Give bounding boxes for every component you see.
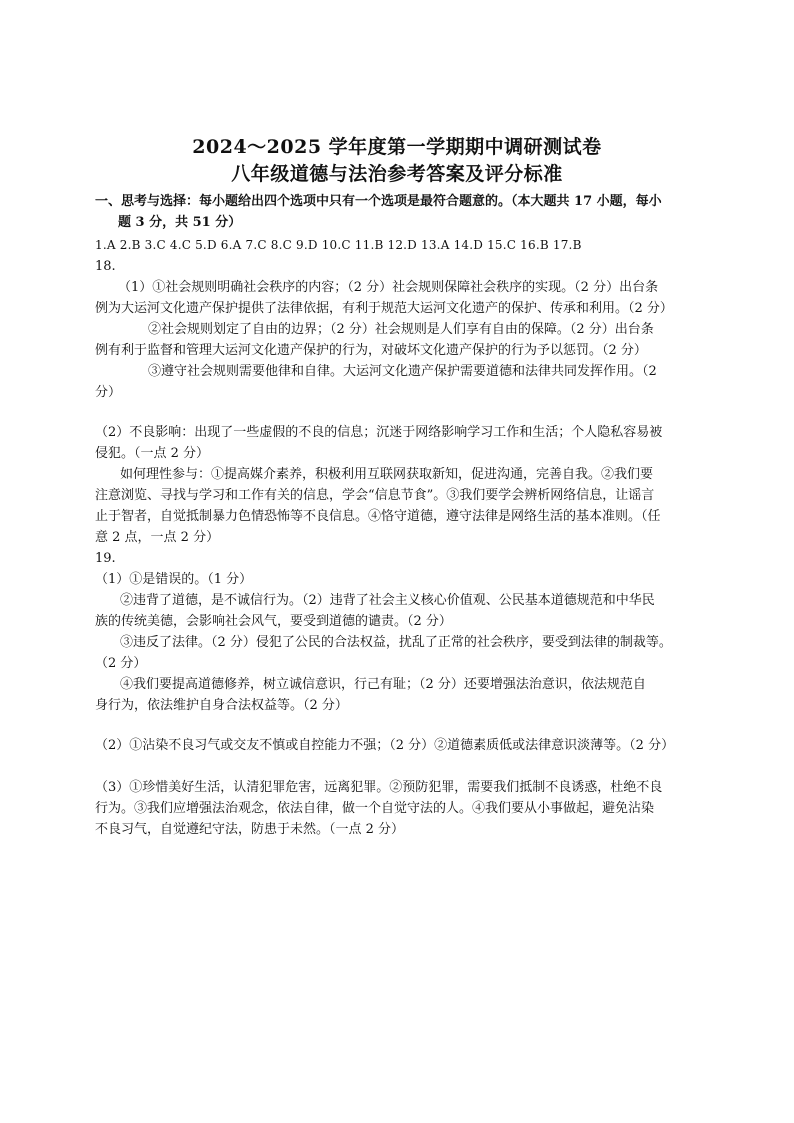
q19-number: 19. xyxy=(95,551,116,566)
section1-heading-line1: 一、思考与选择：每小题给出四个选项中只有一个选项是最符合题意的。（本大题共 17 小题，每小 xyxy=(95,194,662,209)
q19-p3-line1: ③违反了法律。（2 分）侵犯了公民的合法权益，扰乱了正常的社会秩序，要受到法律的制裁等。 xyxy=(120,635,672,650)
q18-p2-line2: 例有利于监督和管理大运河文化遗产保护的行为，对破坏文化遗产保护的行为予以惩罚。（2 分） xyxy=(95,343,647,358)
q18-p4-line1: （2）不良影响：出现了一些虚假的不良的信息；沉迷于网络影响学习工作和生活；个人隐私容易被 xyxy=(95,425,663,440)
q18-number: 18. xyxy=(95,259,116,274)
q18-p5-line3: 止于智者，自觉抵制暴力色情恐怖等不良信息。④恪守道德，遵守法律是网络生活的基本准则。（任 xyxy=(95,509,661,524)
q18-p5-line4: 意 2 点，一点 2 分） xyxy=(95,530,220,545)
document-title-line1: 2024～2025 学年度第一学期期中调研测试卷 xyxy=(192,136,602,158)
q18-p5-line2: 注意浏览、寻找与学习和工作有关的信息，学会“信息节食”。③我们要学会辨析网络信息，让谣言 xyxy=(95,488,655,503)
q19-p2-line1: ②违背了道德，是不诚信行为。（2）违背了社会主义核心价值观、公民基本道德规范和中华民 xyxy=(120,593,655,608)
q18-p3-line1: ③遵守社会规则需要他律和自律。大运河文化遗产保护需要道德和法律共同发挥作用。（2 xyxy=(148,364,657,379)
section1-heading-line2: 题 3 分，共 51 分） xyxy=(118,215,242,230)
q19-p2-line2: 族的传统美德，会影响社会风气，要受到道德的谴责。（2 分） xyxy=(95,614,452,629)
q18-p1-line1: （1）①社会规则明确社会秩序的内容；（2 分）社会规则保障社会秩序的实现。（2 分）出台条 xyxy=(118,280,659,295)
q19-p3-line2: （2 分） xyxy=(95,656,147,671)
q18-p5-line1: 如何理性参与：①提高媒介素养，积极利用互联网获取新知，促进沟通，完善自我。②我们要 xyxy=(120,467,654,482)
q18-p2-line1: ②社会规则划定了自由的边界；（2 分）社会规则是人们享有自由的保障。（2 分）出台条 xyxy=(148,322,654,337)
q18-p1-line2: 例为大运河文化遗产保护提供了法律依据，有利于规范大运河文化遗产的保护、传承和利用。（2 分） xyxy=(95,301,673,316)
mcq-answers: 1.A 2.B 3.C 4.C 5.D 6.A 7.C 8.C 9.D 10.C 11.B 12.D 13.A 14.D 15.C 16.B 17.B xyxy=(95,238,582,252)
q19-p6-line2: 行为。③我们应增强法治观念，依法自律，做一个自觉守法的人。④我们要从小事做起，避免沾染 xyxy=(95,801,655,816)
q19-p4-line1: ④我们要提高道德修养，树立诚信意识，行己有耻；（2 分）还要增强法治意识，依法规范自 xyxy=(120,677,646,692)
document-title-line2: 八年级道德与法治参考答案及评分标准 xyxy=(231,163,563,185)
q19-p5: （2）①沾染不良习气或交友不慎或自控能力不强；（2 分）②道德素质低或法律意识淡薄等。（2 分） xyxy=(95,738,675,753)
q19-p1: （1）①是错误的。（1 分） xyxy=(95,572,253,587)
q19-p4-line2: 身行为，依法维护自身合法权益等。（2 分） xyxy=(95,698,348,713)
q19-p6-line3: 不良习气，自觉遵纪守法，防患于未然。（一点 2 分） xyxy=(95,822,405,837)
q18-p4-line2: 侵犯。（一点 2 分） xyxy=(95,446,210,461)
q18-p3-line2: 分） xyxy=(95,385,122,400)
q19-p6-line1: （3）①珍惜美好生活，认清犯罪危害，远离犯罪。②预防犯罪，需要我们抵制不良诱惑，杜绝不良 xyxy=(95,780,663,795)
